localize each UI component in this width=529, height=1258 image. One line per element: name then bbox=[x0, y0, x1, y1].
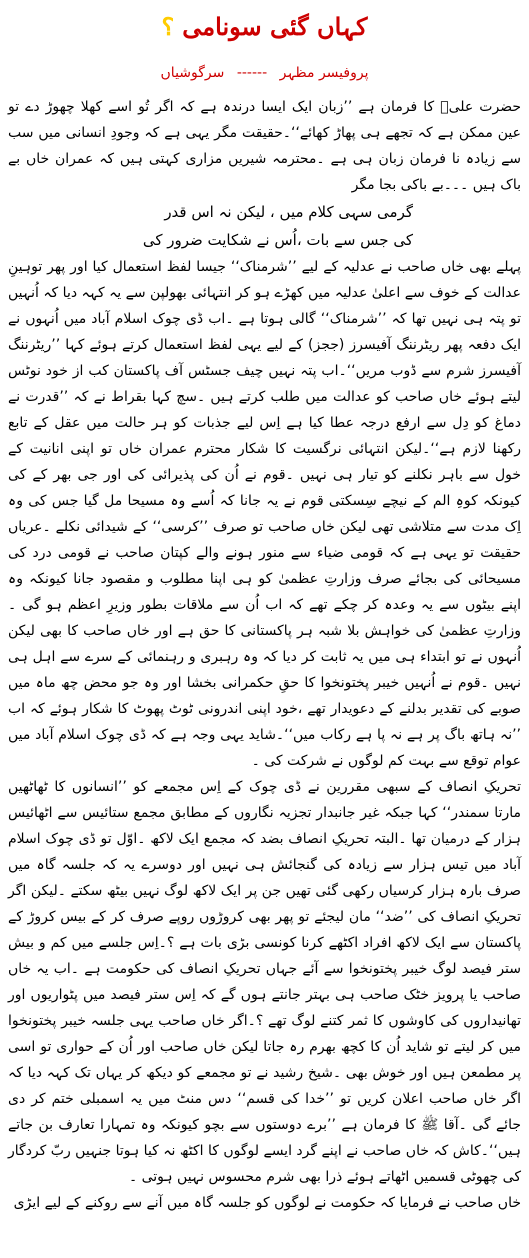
byline bbox=[0, 64, 529, 82]
paragraph-2: پہلے بھی خاں صاحب نے عدلیہ کے لیے ’’شرمناک‘‘ جیسا لفظ استعمال کیا اور پھر توہینِ عدالت کے خوف سے اعلیٰ عدلیہ میں کھڑے ہو کر انتہائی بھولپن سے یہ کہہ دیا کہ اُنہیں تو پتہ ہی نہیں تھا کہ ’’شرمناک‘‘ گالی ہوتا ہے ۔اب ڈی چوک اسلام آباد میں اُنہوں نے ایک دفعہ پھر ریٹرننگ آفیسرز (ججز) کے لیے یہی لفظ استعمال کرتے ہوئے کہا ’’ریٹرننگ آفیسرز شرم سے ڈوب مریں‘‘۔اب پتہ نہیں چیف جسٹس آف پاکستان کب از خود نوٹس لیتے ہوئے خاں صاحب کو عدالت میں طلب کرتے ہیں ۔سچ کہا بقراط نے کہ ’’قدرت نے دماغ کو دِل سے ارفع درجہ عطا کیا ہے اِس لیے جذبات کو ہر حالت میں عقل کے تابع رکھنا لازم ہے‘‘۔لیکن انتہائی نرگسیت کا شکار محترم عمران خاں تو اپنی انانیت کے خول سے باہر نکلنے کو تیار ہی نہیں ۔قوم نے اُن کی پذیرائی کی اور جی بھر کے کی کیونکہ کوہِ الم کے نیچے سِسکتی قوم نے یہ جانا کہ اُسے وہ مسیحا مل گیا جس کی وہ اِک مدت سے متلاشی تھی لیکن خاں صاحب تو صرف ’’کرسی‘‘ کے شیدائی نکلے ۔عریاں حقیقت تو یہی ہے کہ قومی ضیاء سے منور ہونے والے کپتان صاحب نے قومی درد کی مسیحائی کی بجائے صرف وزارتِ عظمیٰ کو ہی اپنا مطلوب و مقصود جانا کیونکہ وہ اپنے بیٹوں سے یہ وعدہ کر چکے تھے کہ اب اُن سے ملاقات بطور وزیرِ اعظم ہو گی ۔وزارتِ عظمیٰ کی خواہش بلا شبہ ہر پاکستانی کا حق ہے اور خاں صاحب کا بھی لیکن اُنہوں نے تو ابتداء ہی میں یہ ثابت کر دیا کہ وہ رہبری و رہنمائی کے سرے سے اہل ہی نہیں ۔قوم نے اُنہیں خیبر پختونخوا کا حقِ حکمرانی بخشا اور وہ جو محض چھ ماہ میں صوبے کی تقدیر بدلنے کے دعویدار تھے ،خود اپنی اندرونی ٹوٹ پھوٹ کا شکار ہوئے کہ اب ’’نہ ہاتھ باگ پر ہے نہ پا ہے رکاب میں‘‘۔شاید یہی وجہ ہے کہ ڈی چوک اسلام آباد میں عوام توقع سے بہت کم لوگوں نے شرکت کی ۔ bbox=[8, 259, 521, 769]
paragraph-4: خاں صاحب نے فرمایا کہ حکومت نے لوگوں کو جلسہ گاہ میں آنے سے روکنے کے لیے ایڑی bbox=[13, 1195, 521, 1211]
byline-separator: ------ bbox=[236, 65, 268, 81]
title-text: کہاں گئی سونامی bbox=[182, 12, 368, 41]
article-body bbox=[8, 94, 521, 1216]
article-title bbox=[0, 12, 529, 42]
author-name: پروفیسر مظہر bbox=[279, 65, 369, 81]
verse-line-1: گرمی سہی کلام میں ، لیکن نہ اس قدر bbox=[164, 203, 413, 221]
title-question-mark: ؟ bbox=[161, 12, 175, 41]
column-name: سرگوشیاں bbox=[160, 65, 225, 81]
paragraph-3: تحریکِ انصاف کے سبھی مقررین نے ڈی چوک کے اِس مجمعے کو ’’انسانوں کا ٹھاٹھیں مارتا سمندر‘‘ کہا جبکہ غیر جانبدار تجزیہ نگاروں کے مطابق مجمع ستائیس سے اٹھائیس ہزار کے درمیان تھا ۔البتہ تحریکِ انصاف بضد کہ مجمع ایک لاکھ ۔اوّل تو ڈی چوک اسلام آباد میں تیس ہزار سے زیادہ کی گنجائش ہی نہیں اور دوسرے یہ کہ جلسہ گاہ میں صرف بارہ ہزار کرسیاں رکھی گئی تھیں جن پر ایک لاکھ لوگ نہیں بیٹھ سکتے ۔لیکن اگر تحریکِ انصاف کی ’’ضد‘‘ مان لیجئے تو پھر بھی کروڑوں روپے صرف کر کے بیس کروڑ کے پاکستان سے ایک لاکھ افراد اکٹھے کرنا کونسی بڑی بات ہے ؟۔اِس جلسے میں کم و بیش ستر فیصد لوگ خیبر پختونخوا سے آئے جہاں تحریکِ انصاف کی حکومت ہے ۔اب یہ خاں صاحب یا پرویز خٹک صاحب ہی بہتر جانتے ہوں گے کہ اِس ستر فیصد میں پٹواریوں اور تھانیداروں کی کاوشوں کا ثمر کتنے لوگ تھے ؟۔اگر خاں صاحب یہی جلسہ خیبر پختونخوا میں کر لیتے تو شاید اُن کا کچھ بھرم رہ جاتا لیکن خاں صاحب اور اُن کے حواری تو اسی پر مطمعن ہیں اور خوش بھی ۔شیخ رشید نے تو مجمعے کو دیکھ کر یہاں تک کہہ دیا کہ اگر خاں صاحب اعلان کریں تو ’’خدا کی قسم‘‘ دس منٹ میں یہ اسمبلی ختم کر دی جائے گی ۔آقا ﷺ کا فرمان ہے ’’برے دوستوں سے بچو کیونکہ وہ تمہارا تعارف بن جاتے ہیں‘‘۔کاش کہ خاں صاحب نے اپنے گرد ایسے لوگوں کا اکٹھ نہ کیا ہوتا جنہیں ربّ کردگار کی چھوٹی قسمیں اٹھاتے ہوئے ذرا بھی شرم محسوس نہیں ہوتی ۔ bbox=[8, 779, 521, 1185]
verse-line-2: کی جس سے بات ،اُس نے شکایت ضرور کی bbox=[142, 231, 413, 249]
paragraph-1: حضرت علیؓ کا فرمان ہے ’’زبان ایک ایسا درندہ ہے کہ اگر تُو اسے کھلا چھوڑ دے تو عین ممکن ہے کہ تجھے ہی پھاڑ کھائے‘‘۔حقیقت مگر یہی ہے کہ وجودِ انسانی میں سب سے زیادہ نا فرمان زبان ہی ہے ۔محترمہ شیریں مزاری کہتی ہیں کہ عمران خاں بے باک ہیں ۔۔۔بے باکی بجا مگر bbox=[8, 99, 521, 193]
